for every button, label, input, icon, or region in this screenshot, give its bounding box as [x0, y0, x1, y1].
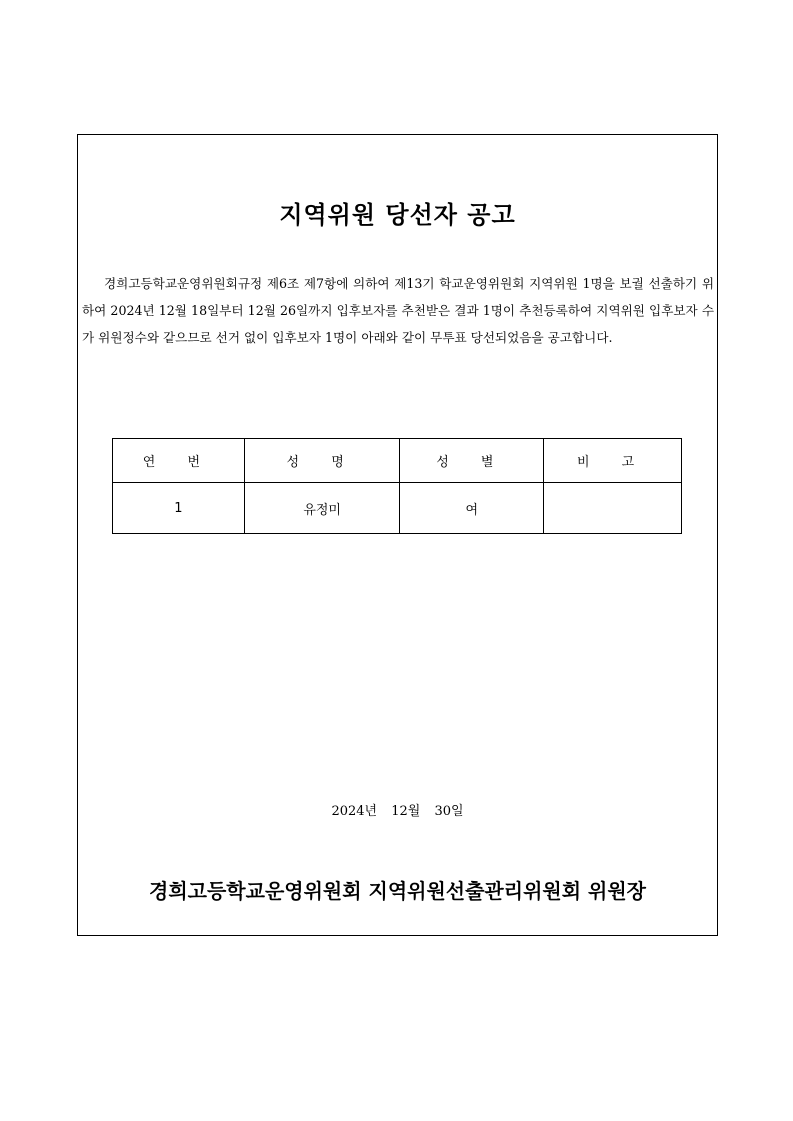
elected-table	[112, 438, 682, 534]
cell-name: 유정미	[244, 483, 400, 534]
table-header-row	[113, 439, 682, 483]
header-gender: 성 별	[400, 439, 544, 483]
cell-note	[544, 483, 682, 534]
notice-body: 경희고등학교운영위원회규정 제6조 제7항에 의하여 제13기 학교운영위원회 지역위원 1명을 보궐 선출하기 위하여 2024년 12월 18일부터 12월 26일까지 입후보자를 추천받은 결과 1명이 추천등록하여 지역위원 입후보자 수가 위원정수와 같으므로 선거 없이 입후보자 1명이 아래와 같이 무투표 당선되었음을 공고합니다.	[82, 276, 714, 345]
notice-title: 지역위원 당선자 공고	[279, 201, 516, 229]
cell-number: 1	[113, 483, 245, 534]
notice-frame	[77, 134, 718, 936]
notice-date: 2024년 12월 30일	[331, 804, 464, 819]
table-row	[113, 483, 682, 534]
notice-signer: 경희고등학교운영위원회 지역위원선출관리위원회 위원장	[149, 879, 646, 903]
header-name: 성 명	[244, 439, 400, 483]
cell-gender: 여	[400, 483, 544, 534]
header-note: 비 고	[544, 439, 682, 483]
header-number: 연 번	[113, 439, 245, 483]
